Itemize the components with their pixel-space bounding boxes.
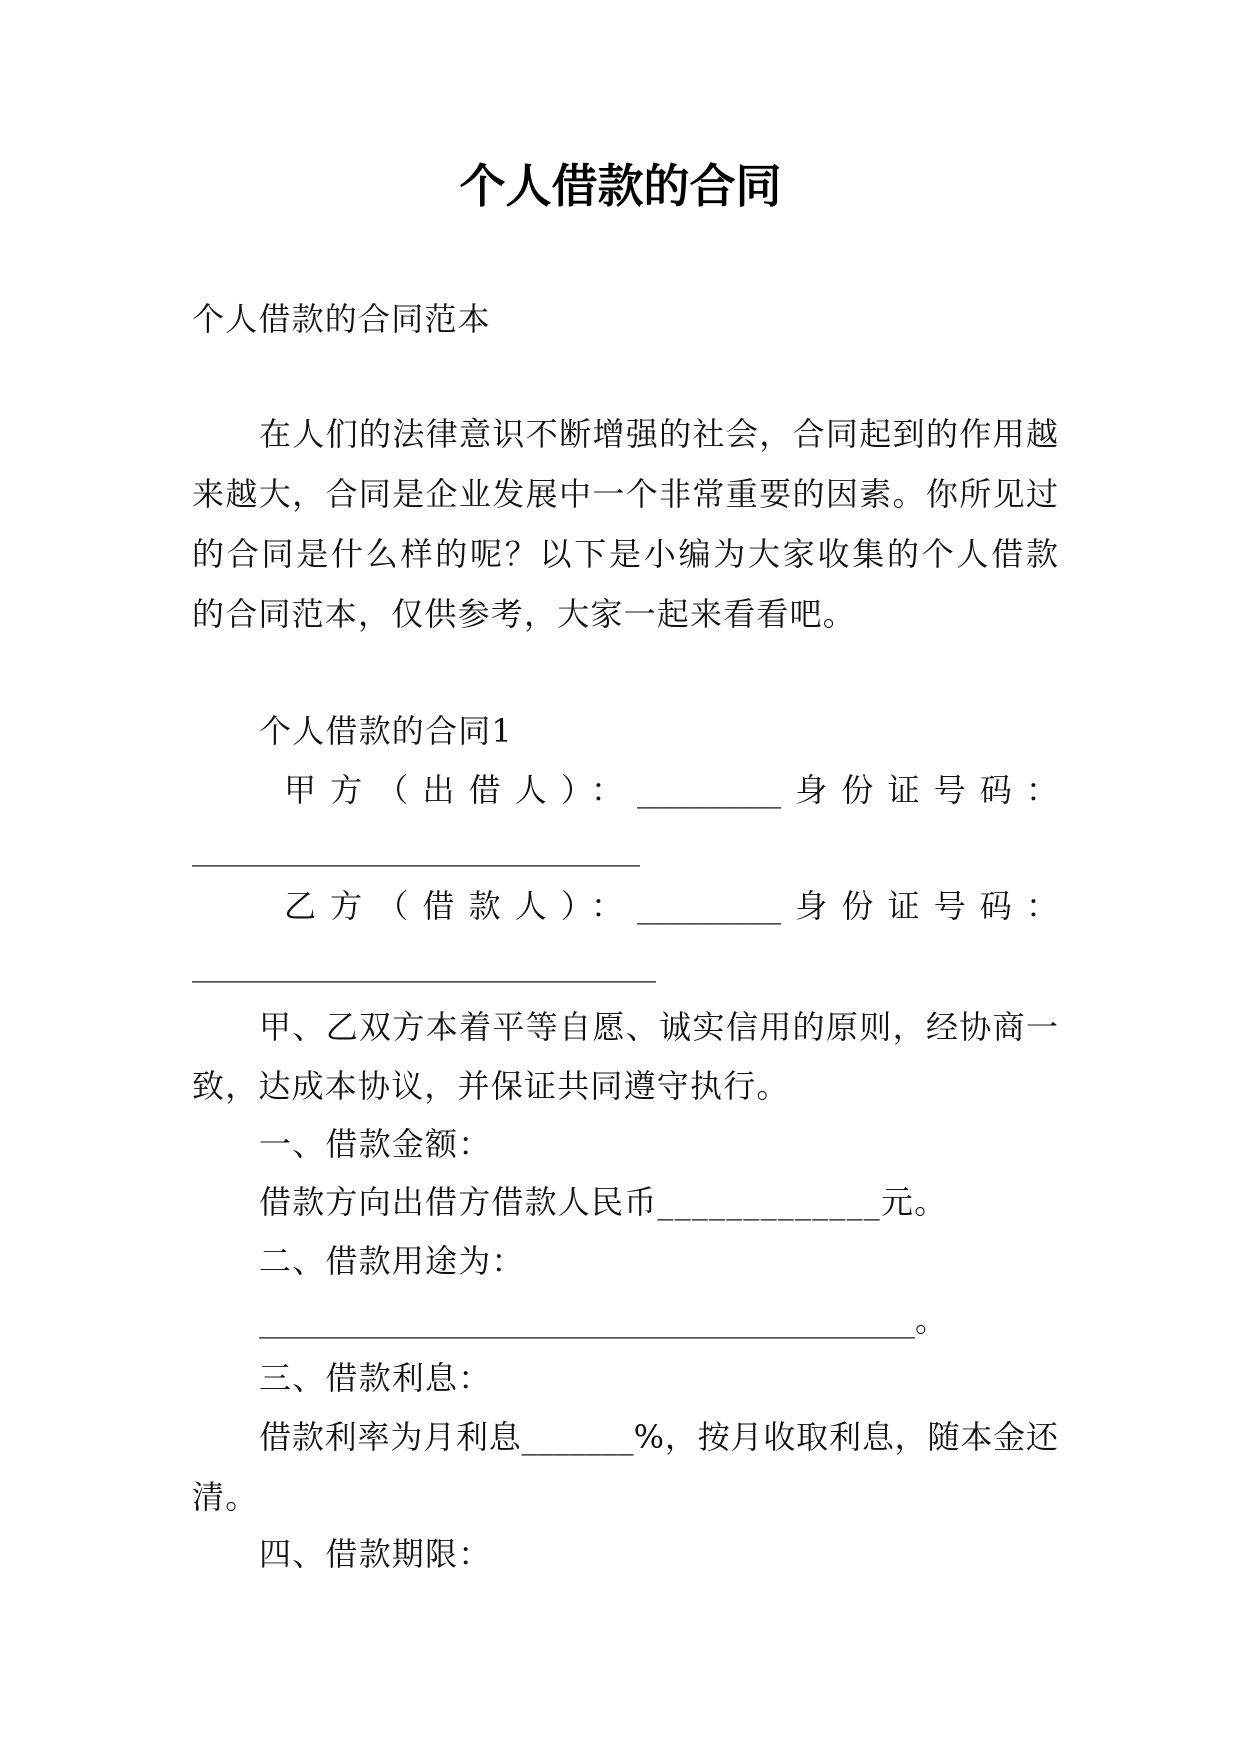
party-a-line xyxy=(284,760,1058,820)
party-b-label: 乙方（借款人）： xyxy=(284,887,638,925)
document-subtitle: 个人借款的合同范本 xyxy=(192,300,491,338)
intro-line-4: 的合同范本，仅供参考，大家一起来看看吧。 xyxy=(192,595,857,633)
clause-3-heading: 三、借款利息： xyxy=(259,1359,492,1397)
clause-1-text: 借款方向出借方借款人民币_____________元。 xyxy=(259,1183,948,1221)
intro-line-3: 的合同是什么样的呢？以下是小编为大家收集的个人借款 xyxy=(192,535,1058,573)
party-a-id-blank: ____________________________ xyxy=(192,829,640,867)
party-a-name-blank: _________ xyxy=(637,771,782,809)
clause-1-heading: 一、借款金额： xyxy=(259,1125,492,1163)
intro-line-1: 在人们的法律意识不断增强的社会，合同起到的作用越 xyxy=(259,415,1058,453)
party-b-id-label: 身份证号码： xyxy=(781,887,1058,925)
clause-3-text-line-1: 借款利率为月利息_______%，按月收取利息，随本金还 xyxy=(259,1418,1058,1456)
party-b-line xyxy=(284,876,1058,936)
party-a-label: 甲方（出借人）： xyxy=(284,771,638,809)
party-b-name-blank: _________ xyxy=(637,887,782,925)
document-title: 个人借款的合同 xyxy=(459,159,782,213)
section-heading: 个人借款的合同1 xyxy=(259,712,513,750)
agreement-line-2: 致，达成本协议，并保证共同遵守执行。 xyxy=(192,1067,790,1105)
clause-2-text: _________________________________________。 xyxy=(259,1301,948,1339)
party-a-id-label: 身份证号码： xyxy=(781,771,1058,809)
party-b-id-blank: _____________________________ xyxy=(192,945,656,983)
agreement-line-1: 甲、乙双方本着平等自愿、诚实信用的原则，经协商一 xyxy=(259,1008,1058,1046)
clause-2-heading: 二、借款用途为： xyxy=(259,1242,525,1280)
clause-4-heading: 四、借款期限： xyxy=(259,1535,492,1573)
clause-3-text-line-2: 清。 xyxy=(192,1478,259,1516)
intro-line-2: 来越大，合同是企业发展中一个非常重要的因素。你所见过 xyxy=(192,475,1058,513)
